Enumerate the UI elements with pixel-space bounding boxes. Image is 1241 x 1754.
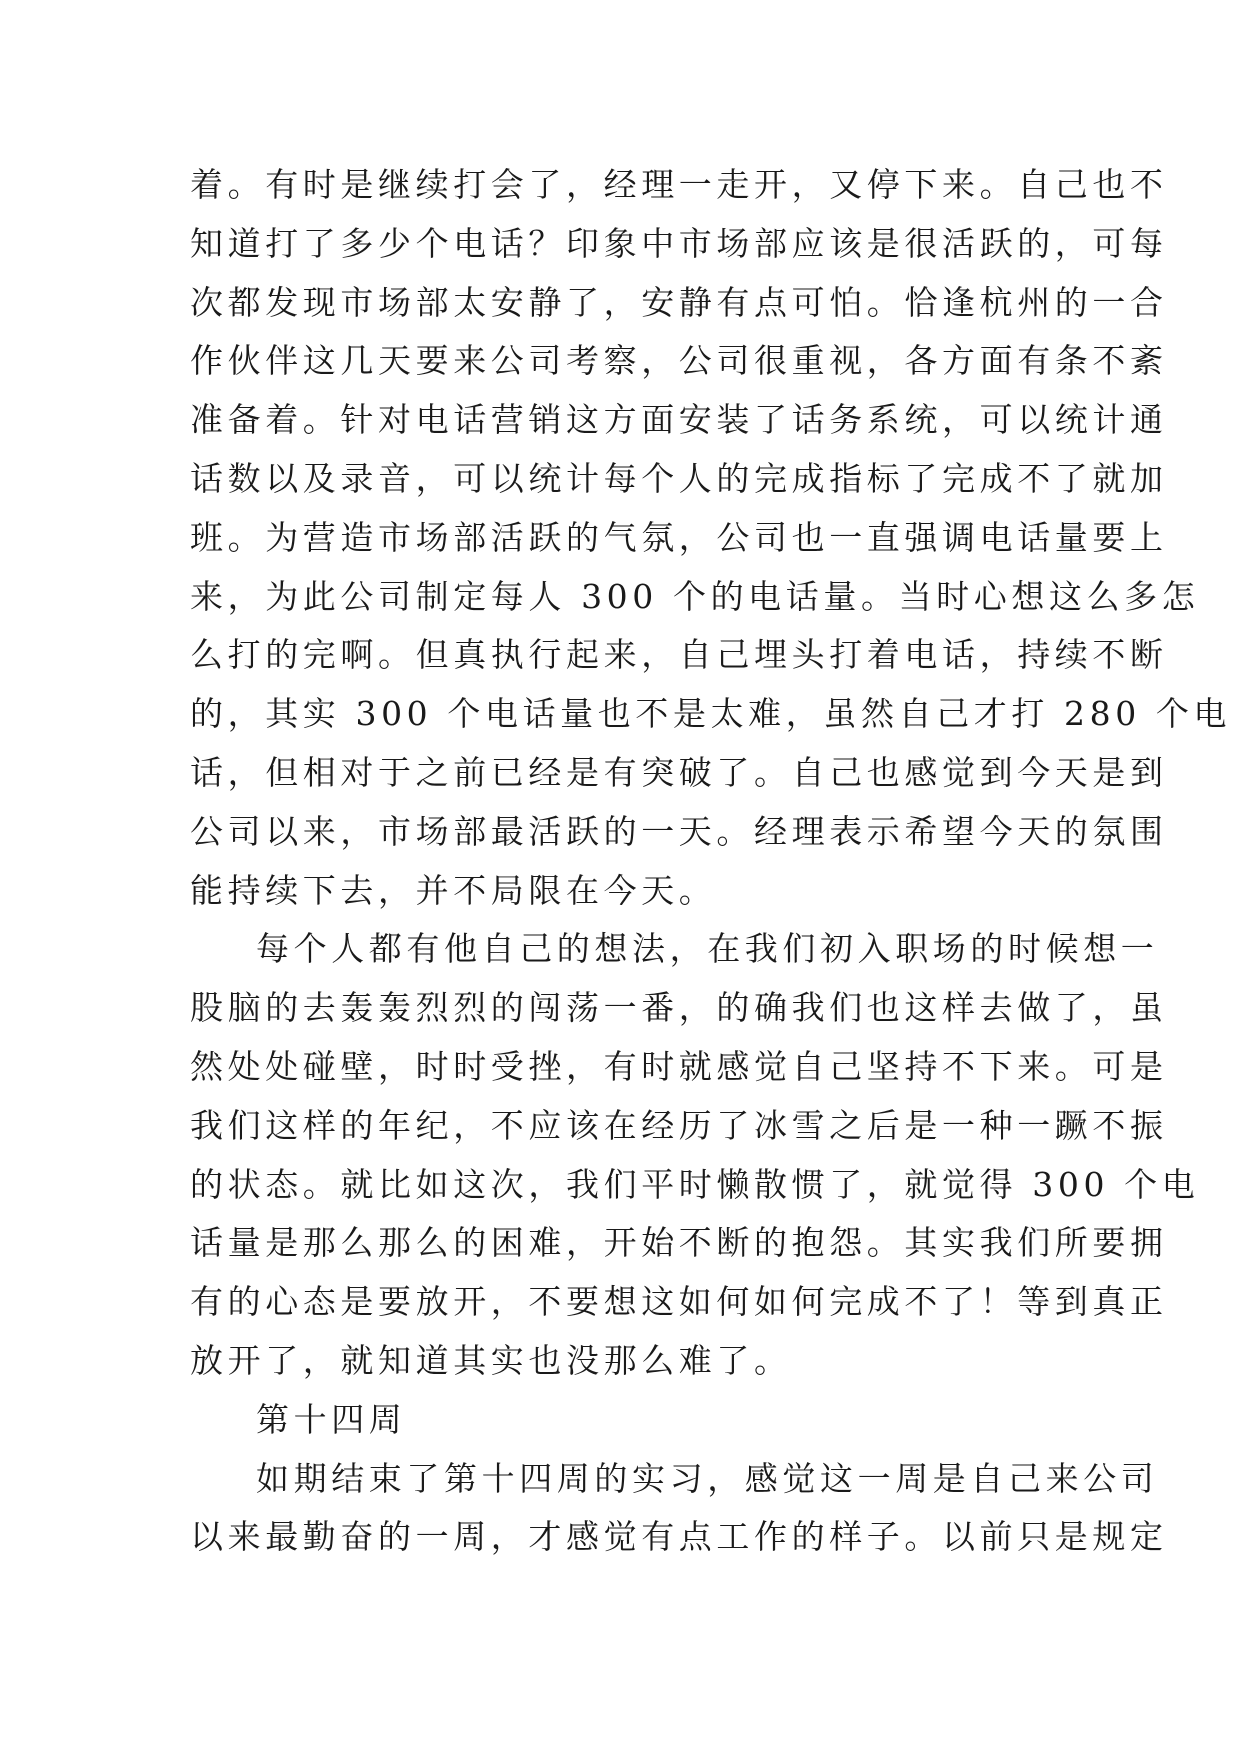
text-line: 准备着。针对电话营销这方面安装了话务系统，可以统计通	[190, 400, 1168, 440]
text-line: 话量是那么那么的困难，开始不断的抱怨。其实我们所要拥	[190, 1223, 1168, 1263]
text-line: 知道打了多少个电话？印象中市场部应该是很活跃的，可每	[190, 223, 1168, 263]
body-text	[190, 156, 1232, 1567]
paragraph-first-line: 每个人都有他自己的想法，在我们初入职场的时候想一	[256, 929, 1159, 969]
text-line: 公司以来，市场部最活跃的一天。经理表示希望今天的氛围	[190, 811, 1168, 851]
text-line: 股脑的去轰轰烈烈的闯荡一番，的确我们也这样去做了，虽	[190, 988, 1168, 1028]
text-line: 的状态。就比如这次，我们平时懒散惯了，就觉得 300 个电	[190, 1164, 1200, 1204]
text-line: 然处处碰壁，时时受挫，有时就感觉自己坚持不下来。可是	[190, 1046, 1168, 1086]
text-line: 么打的完啊。但真执行起来，自己埋头打着电话，持续不断	[190, 635, 1168, 675]
paragraph-first-line: 如期结束了第十四周的实习，感觉这一周是自己来公司	[256, 1458, 1159, 1498]
text-line: 着。有时是继续打会了，经理一走开，又停下来。自己也不	[190, 165, 1168, 204]
text-line: 我们这样的年纪，不应该在经历了冰雪之后是一种一蹶不振	[190, 1105, 1168, 1145]
text-line: 话，但相对于之前已经是有突破了。自己也感觉到今天是到	[190, 752, 1168, 792]
text-line: 以来最勤奋的一周，才感觉有点工作的样子。以前只是规定	[190, 1517, 1168, 1557]
text-line: 的，其实 300 个电话量也不是太难，虽然自己才打 280 个电	[190, 694, 1232, 734]
text-line: 能持续下去，并不局限在今天。	[190, 870, 717, 910]
text-line: 作伙伴这几天要来公司考察，公司很重视，各方面有条不紊	[190, 341, 1168, 381]
text-line: 话数以及录音，可以统计每个人的完成指标了完成不了就加	[190, 458, 1168, 498]
section-heading: 第十四周	[256, 1399, 407, 1439]
text-line: 放开了，就知道其实也没那么难了。	[190, 1340, 792, 1380]
text-line: 次都发现市场部太安静了，安静有点可怕。恰逢杭州的一合	[190, 282, 1168, 322]
text-line: 来，为此公司制定每人 300 个的电话量。当时心想这么多怎	[190, 576, 1200, 616]
text-line: 班。为营造市场部活跃的气氛，公司也一直强调电话量要上	[190, 517, 1168, 557]
text-line: 有的心态是要放开，不要想这如何如何完成不了！等到真正	[190, 1282, 1168, 1322]
